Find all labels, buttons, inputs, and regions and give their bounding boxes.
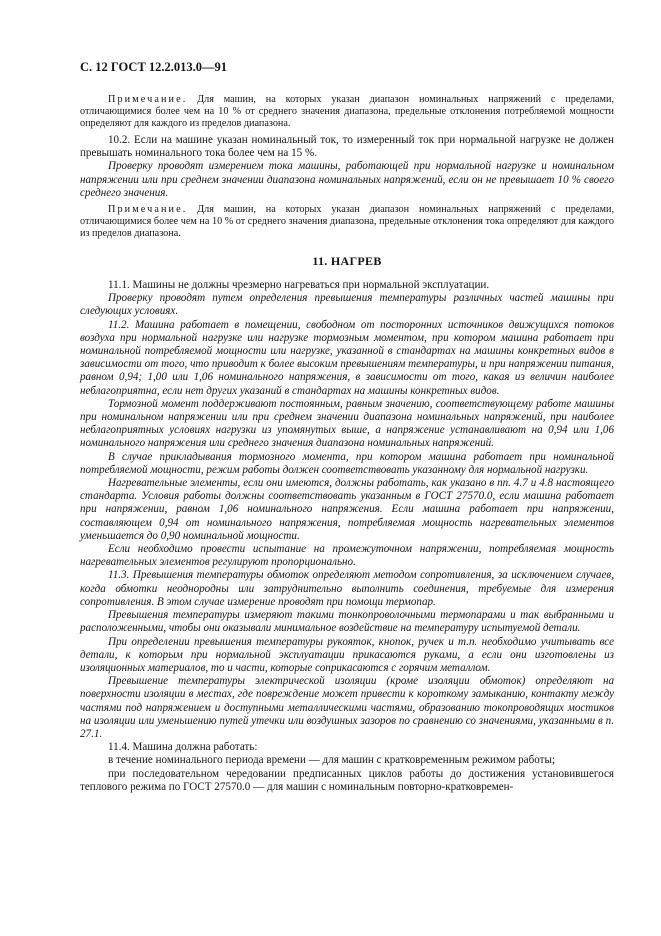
note-label: Примечание. [108,204,188,216]
note-power-deviation [80,94,614,130]
clause-11-4: 11.4. Машина должна работать: [108,741,258,754]
note-current-deviation [80,204,614,240]
running-head: С. 12 ГОСТ 12.2.013.0—91 [80,60,228,74]
paragraph-torque: Тормозной момент поддерживают постоянным, равным значению, соответствующему работе машины при номинальном напряжении или при среднем значении диапазона номинальных напряжений, при наиболее неблагоприятных условиях нагрузки из упомянутых выше, а напряжение устанавливают на 0,94 или 1,06 номинального напряжения или среднего значения диапазона номинальных напряжений. [80,397,614,450]
check-10-2: Проверку проводят измерением тока машины, работающей при нормальной нагрузке и номинальном напряжении или при среднем значении диапазона номинальных напряжений, если он не превышает 10 % своего среднего значения. [80,160,614,199]
clause-11-2: 11.2. Машина работает в помещении, свободном от посторонних источников движущихся потоков воздуха при нормальной нагрузке или нагрузке тормозным моментом, при котором машина работает при номинальной потребляемой мощности или нагрузке, указанной в стандартах на машины конкретных видов в зависимости от того, что приводит к более высоким превышениям температуры, и при напряжении питания, равном 0,94; 1,00 или 1,06 номинального напряжения, в зависимости от того, какая из величин наиболее неблагоприятна, если нет других указаний в стандартах на машины конкретных видов. [80,318,614,397]
clause-10-2: 10.2. Если на машине указан номинальный ток, то измеренный ток при нормальной нагрузке не должен превышать номинального тока более чем на 15 %. [80,134,614,160]
page-content [80,94,614,794]
list-item: в течение номинального периода времени — для машин с кратковременным режимом работы; [108,754,556,767]
paragraph-handles: При определении превышения температуры рукояток, кнопок, ручек и т.п. необходимо учитывать все детали, к которым при нормальной эксплуатации прикасаются руками, а если они изготовлены из изоляционных материалов, то и части, которые соприкасаются с горячим металлом. [80,635,614,674]
paragraph-heating-elements: Нагревательные элементы, если они имеются, должны работать, как указано в пп. 4.7 и 4.8 настоящего стандарта. Условия работы должны соответствовать указанным в ГОСТ 27570.0, если машина работает при напряжении, равном 1,06 номинального напряжения. Если машина работает при напряжении, составляющем 0,94 от номинального напряжения, потребляемая мощность нагревательных элементов уменьшается до 0,90 номинальной мощности. [80,477,614,542]
note-text: Для машин, на которых указан диапазон номинальных напряжений с пределами, отличающимися более чем на 10 % от среднего значения диапазона, предельные отклонения потребляемой мощности определяют для каждого из пределов диапазона. [80,94,614,129]
check-11-1: Проверку проводят путем определения превышения температуры различных частей машины при следующих условиях. [80,292,614,318]
paragraph-torque-apply: В случае прикладывания тормозного момента, при котором машина работает при номинальной потребляемой мощности, режим работы должен соответствовать указанному для нормальной нагрузки. [80,450,614,476]
section-title: 11. НАГРЕВ [312,254,382,269]
paragraph-thermocouples: Превышения температуры измеряют такими тонкопроволочными термопарами и так выбранными и расположенными, чтобы они оказывали минимальное воздействие на температуру испытуемой детали. [80,609,614,635]
paragraph-insulation: Превышение температуры электрической изоляции (кроме изоляции обмоток) определяют на поверхности изоляции в местах, где повреждение может привести к короткому замыканию, контакту между частями под напряжением и доступными металлическими частями, образованию токопроводящих мостиков на изоляции или уменьшению путей утечки или воздушных зазоров по сравнению со значениями, указанными в п. 27.1. [80,675,614,740]
note-text: Для машин, на которых указан диапазон номинальных напряжений с пределами, отличающимися более чем на 10 % от среднего значения диапазона, предельные отклонения тока определяют для каждого из пределов диапазона. [80,204,614,240]
clause-11-3: 11.3. Превышения температуры обмоток определяют методом сопротивления, за исключением случаев, когда обмотки неоднородны или затруднительно выполнить соединения, требуемые для измерения сопротивления. В этом случае измерение проводят при помощи термопар. [80,569,614,608]
list-item: при последовательном чередовании предписанных циклов работы до достижения установившегося теплового режима по ГОСТ 27570.0 — для машин с номинальным повторно-кратковремен- [80,767,614,793]
paragraph-intermediate-voltage: Если необходимо провести испытание на промежуточном напряжении, потребляемая мощность нагревательных элементов регулируют пропорционально. [80,543,614,569]
clause-11-1: 11.1. Машины не должны чрезмерно нагреваться при нормальной эксплуатации. [108,279,490,292]
note-label: Примечание. [108,94,188,105]
